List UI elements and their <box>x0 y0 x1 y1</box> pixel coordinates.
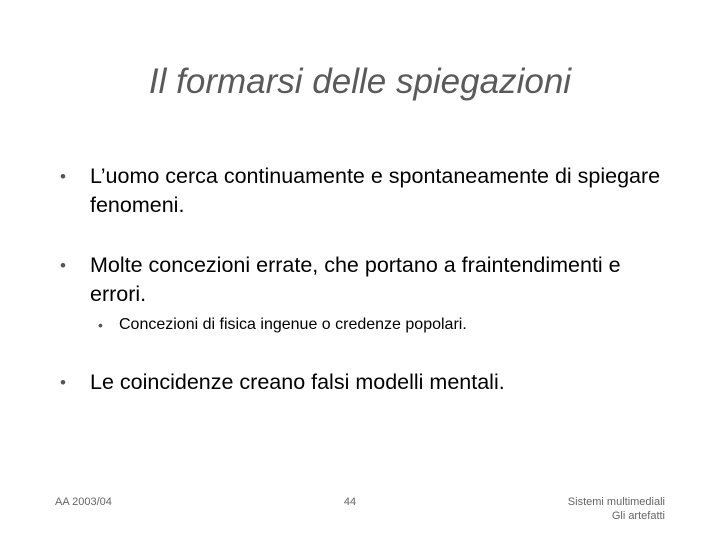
slide-title: Il formarsi delle spiegazioni <box>148 62 572 101</box>
footer-course-info <box>568 495 665 523</box>
bullet-icon: • <box>60 373 66 392</box>
sub-bullet-item <box>98 314 658 336</box>
bullet-text: Le coincidenze creano falsi modelli mentali. <box>90 370 505 394</box>
bullet-text: Molte concezioni errate, che portano a fraintendimenti e errori. <box>90 253 621 306</box>
footer-academic-year: AA 2003/04 <box>55 496 112 508</box>
bullet-icon: • <box>60 256 66 275</box>
bullet-item <box>60 162 670 220</box>
sub-bullet-text: Concezioni di fisica ingenue o credenze popolari. <box>119 316 467 333</box>
bullet-text: L’uomo cerca continuamente e spontaneamente di spiegare fenomeni. <box>90 164 661 217</box>
footer-page-number: 44 <box>343 496 357 508</box>
bullet-icon: • <box>60 167 66 186</box>
footer-course-name: Sistemi multimediali <box>567 496 665 508</box>
bullet-item <box>60 251 670 309</box>
sub-bullet-icon: • <box>98 317 103 333</box>
bullet-item <box>60 368 670 397</box>
footer-section-name: Gli artefatti <box>611 510 665 522</box>
